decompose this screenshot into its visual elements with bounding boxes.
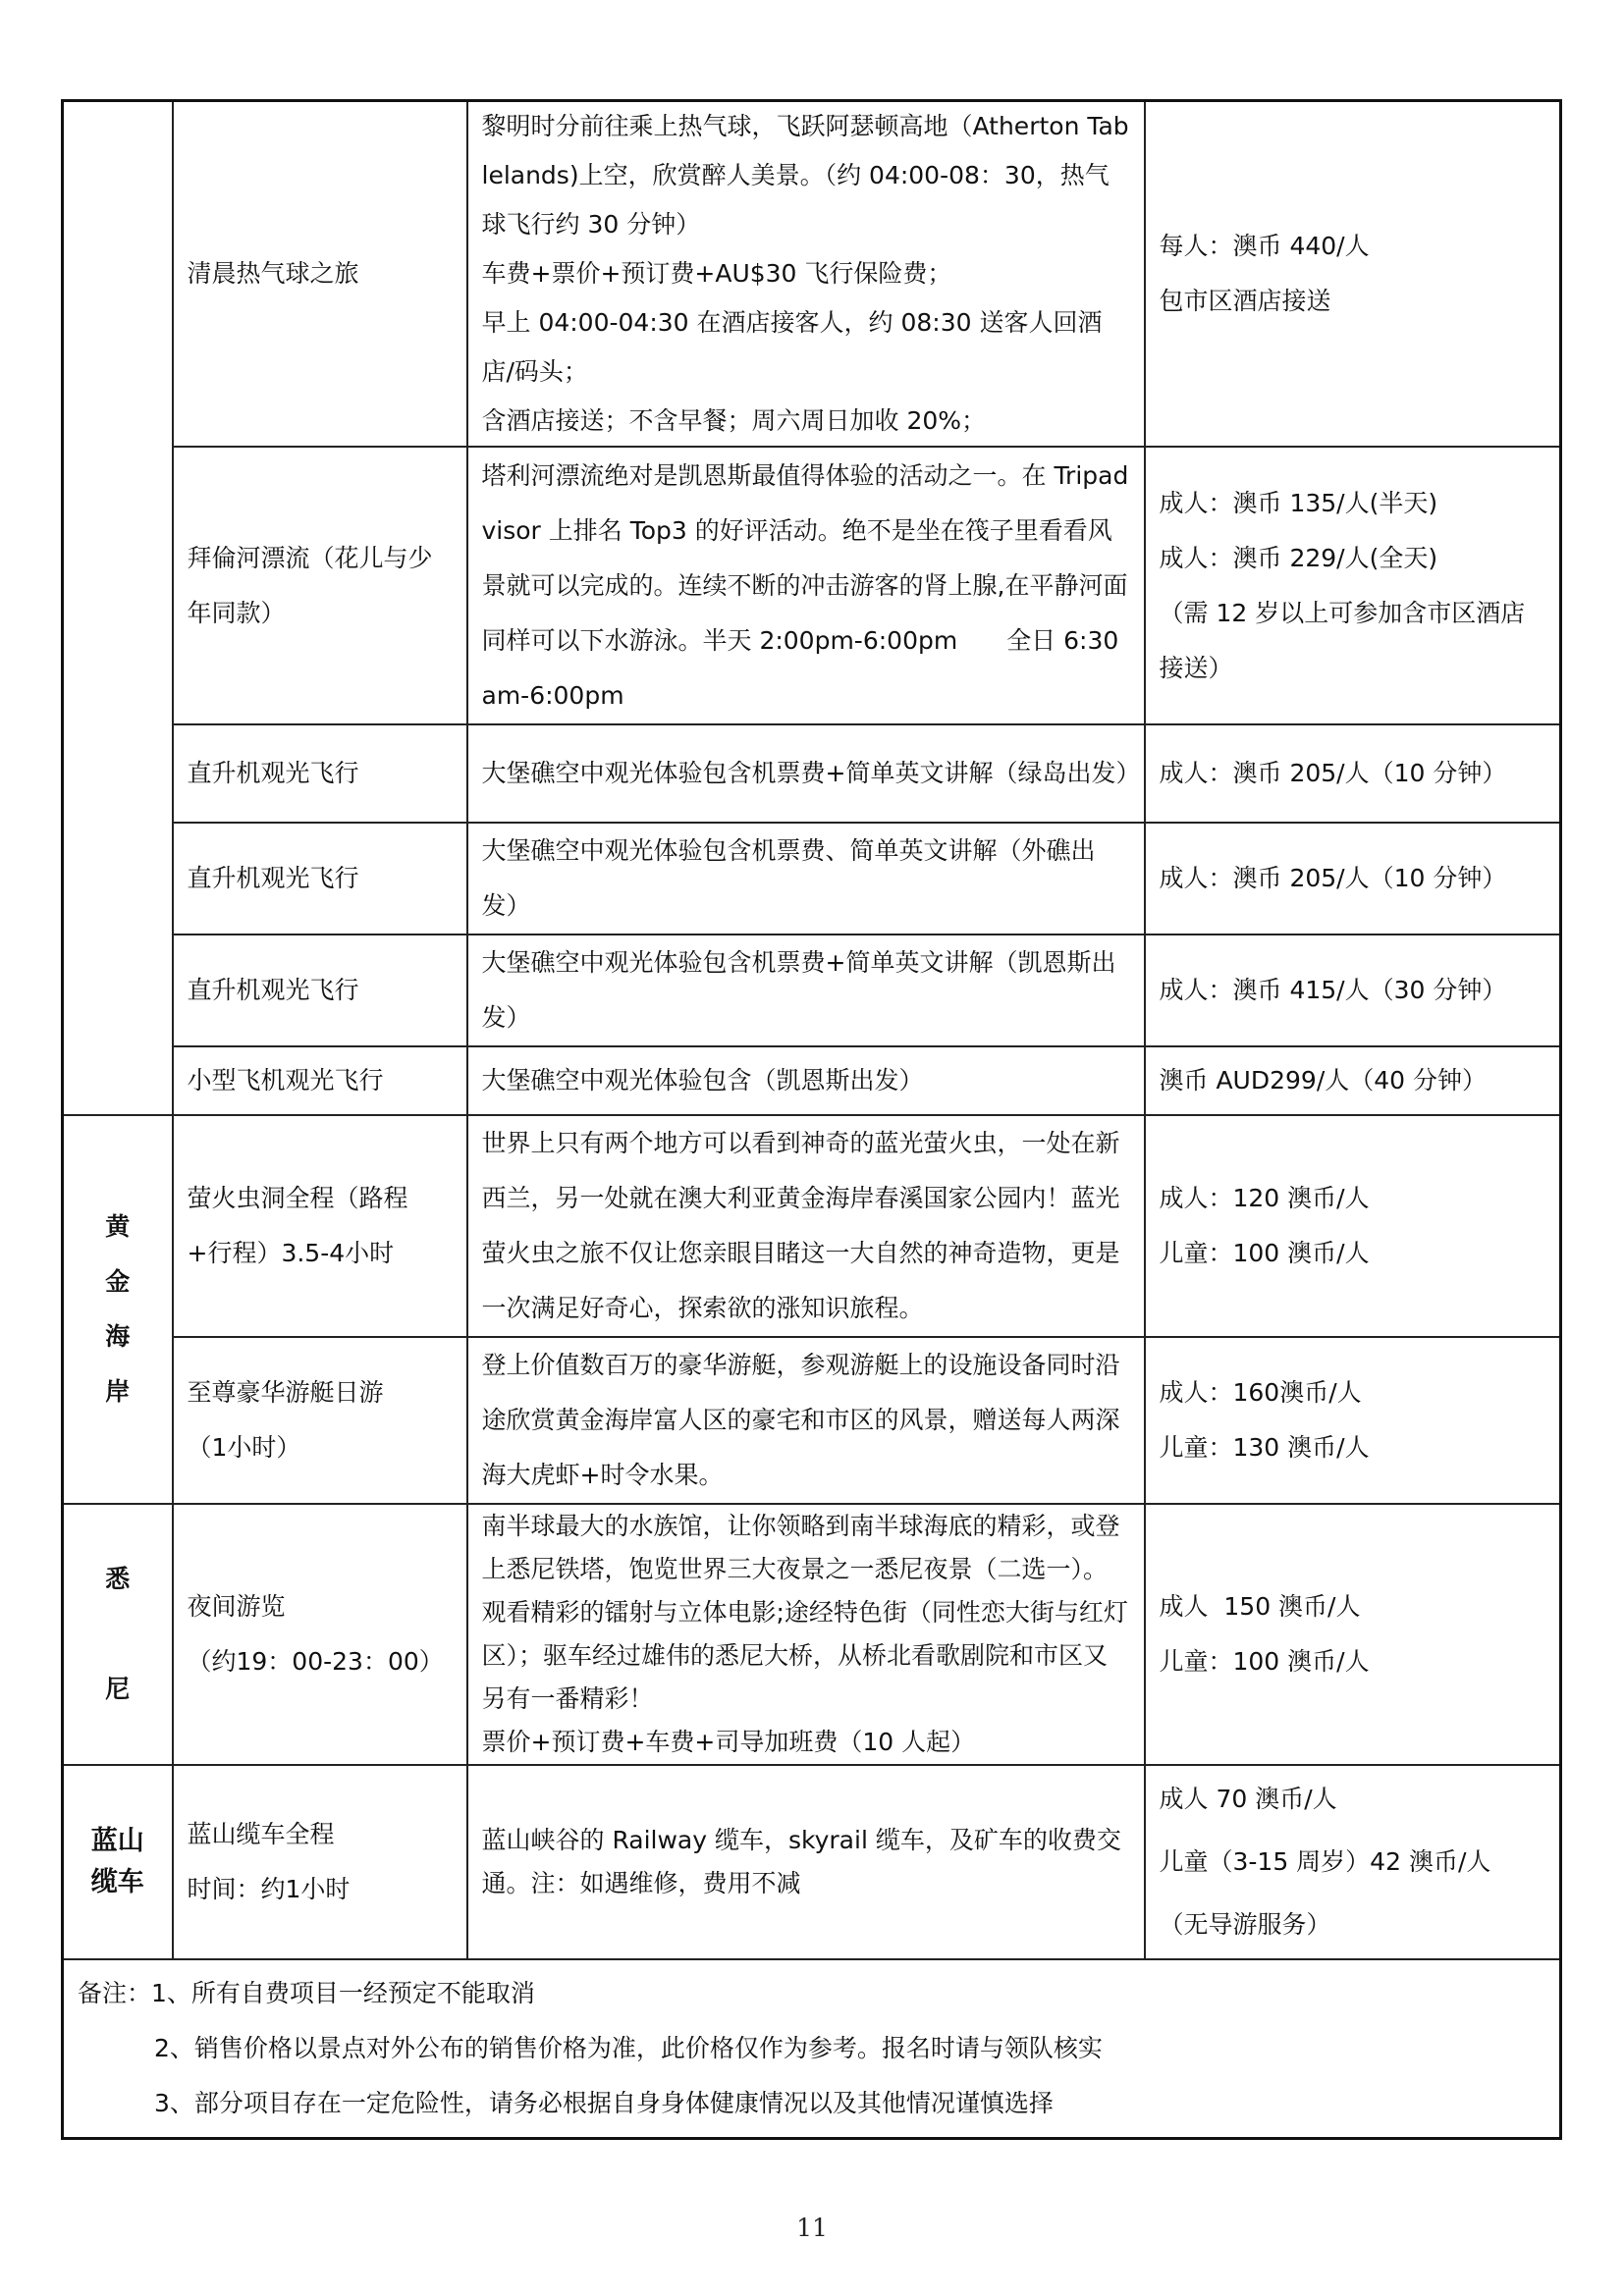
item-price: 成人：澳币 205/人（10 分钟） — [1145, 823, 1561, 934]
item-description: 大堡礁空中观光体验包含机票费、简单英文讲解（外礁出发） — [467, 823, 1145, 934]
region-cell-cairns — [63, 101, 173, 1116]
table-row — [63, 1046, 1561, 1115]
item-price: 成人 70 澳币/人 儿童（3-15 周岁）42 澳币/人 （无导游服务） — [1145, 1765, 1561, 1959]
notes-cell — [63, 1959, 1561, 2139]
notes-row — [63, 1959, 1561, 2139]
item-name: 直升机观光飞行 — [173, 823, 467, 934]
region-cell-sydney: 悉 尼 — [63, 1504, 173, 1765]
table-row — [63, 1765, 1561, 1959]
item-price: 成人 150 澳币/人 儿童：100 澳币/人 — [1145, 1504, 1561, 1765]
item-description: 大堡礁空中观光体验包含（凯恩斯出发） — [467, 1046, 1145, 1115]
table-row — [63, 823, 1561, 934]
item-name: 清晨热气球之旅 — [173, 101, 467, 448]
table-row — [63, 1504, 1561, 1765]
region-cell-blue-mountains: 蓝山 缆车 — [63, 1765, 173, 1959]
item-price: 成人：160澳币/人 儿童：130 澳币/人 — [1145, 1337, 1561, 1504]
item-name: 拜倫河漂流（花儿与少年同款） — [173, 447, 467, 724]
item-name: 直升机观光飞行 — [173, 934, 467, 1046]
table-row — [63, 1337, 1561, 1504]
item-name: 直升机观光飞行 — [173, 724, 467, 823]
item-description: 蓝山峡谷的 Railway 缆车，skyrail 缆车，及矿车的收费交通。注：如遇维修，费用不减 — [467, 1765, 1145, 1959]
item-price: 成人：澳币 415/人（30 分钟） — [1145, 934, 1561, 1046]
item-description: 大堡礁空中观光体验包含机票费+简单英文讲解（绿岛出发） — [467, 724, 1145, 823]
note-line-1: 备注：1、所有自费项目一经预定不能取消 — [78, 1979, 535, 2007]
item-name: 蓝山缆车全程 时间：约1小时 — [173, 1765, 467, 1959]
item-description: 塔利河漂流绝对是凯恩斯最值得体验的活动之一。在 Tripadvisor 上排名 Top3 的好评活动。绝不是坐在筏子里看看风景就可以完成的。连续不断的冲击游客的肾上腺,在平静河面同样可以下水游泳。半天 2:00pm-6:00pm 全日 6:30am-6:00pm — [467, 447, 1145, 724]
item-description: 世界上只有两个地方可以看到神奇的蓝光萤火虫，一处在新西兰，另一处就在澳大利亚黄金海岸春溪国家公园内！蓝光萤火虫之旅不仅让您亲眼目睹这一大自然的神奇造物，更是一次满足好奇心，探索欲的涨知识旅程。 — [467, 1115, 1145, 1337]
item-description: 黎明时分前往乘上热气球，飞跃阿瑟顿高地（Atherton Tablelands)上空，欣赏醉人美景。（约 04:00-08：30，热气球飞行约 30 分钟） 车费+票价+预订费+AU$30 飞行保险费； 早上 04:00-04:30 在酒店接客人，约 08:30 送客人回酒店/码头； 含酒店接送；不含早餐；周六周日加收 20%； — [467, 101, 1145, 448]
table-row — [63, 1115, 1561, 1337]
item-description: 登上价值数百万的豪华游艇，参观游艇上的设施设备同时沿途欣赏黄金海岸富人区的豪宅和市区的风景，赠送每人两深海大虎虾+时令水果。 — [467, 1337, 1145, 1504]
item-name: 萤火虫洞全程（路程+行程）3.5-4小时 — [173, 1115, 467, 1337]
item-price: 成人：澳币 205/人（10 分钟） — [1145, 724, 1561, 823]
item-description: 大堡礁空中观光体验包含机票费+简单英文讲解（凯恩斯出发） — [467, 934, 1145, 1046]
table-row — [63, 101, 1561, 448]
item-name: 夜间游览 （约19：00-23：00） — [173, 1504, 467, 1765]
note-line-3: 3、部分项目存在一定危险性，请务必根据自身身体健康情况以及其他情况谨慎选择 — [154, 2089, 1054, 2117]
table-row — [63, 934, 1561, 1046]
note-line-2: 2、销售价格以景点对外公布的销售价格为准，此价格仅作为参考。报名时请与领队核实 — [154, 2034, 1103, 2062]
region-cell-gold-coast: 黄 金 海 岸 — [63, 1115, 173, 1504]
self-pay-items-table — [61, 99, 1562, 2140]
page-number: 11 — [796, 2214, 828, 2242]
item-price: 每人：澳币 440/人 包市区酒店接送 — [1145, 101, 1561, 448]
table-row — [63, 447, 1561, 724]
item-name: 小型飞机观光飞行 — [173, 1046, 467, 1115]
item-description: 南半球最大的水族馆，让你领略到南半球海底的精彩，或登上悉尼铁塔，饱览世界三大夜景之一悉尼夜景（二选一）。观看精彩的镭射与立体电影;途经特色街（同性恋大街与红灯区）；驱车经过雄伟的悉尼大桥，从桥北看歌剧院和市区又另有一番精彩！ 票价+预订费+车费+司导加班费（10 人起） — [467, 1504, 1145, 1765]
item-name: 至尊豪华游艇日游 （1小时） — [173, 1337, 467, 1504]
item-price: 成人：120 澳币/人 儿童：100 澳币/人 — [1145, 1115, 1561, 1337]
item-price: 澳币 AUD299/人（40 分钟） — [1145, 1046, 1561, 1115]
table-row — [63, 724, 1561, 823]
item-price: 成人：澳币 135/人(半天) 成人：澳币 229/人(全天) （需 12 岁以上可参加含市区酒店接送） — [1145, 447, 1561, 724]
